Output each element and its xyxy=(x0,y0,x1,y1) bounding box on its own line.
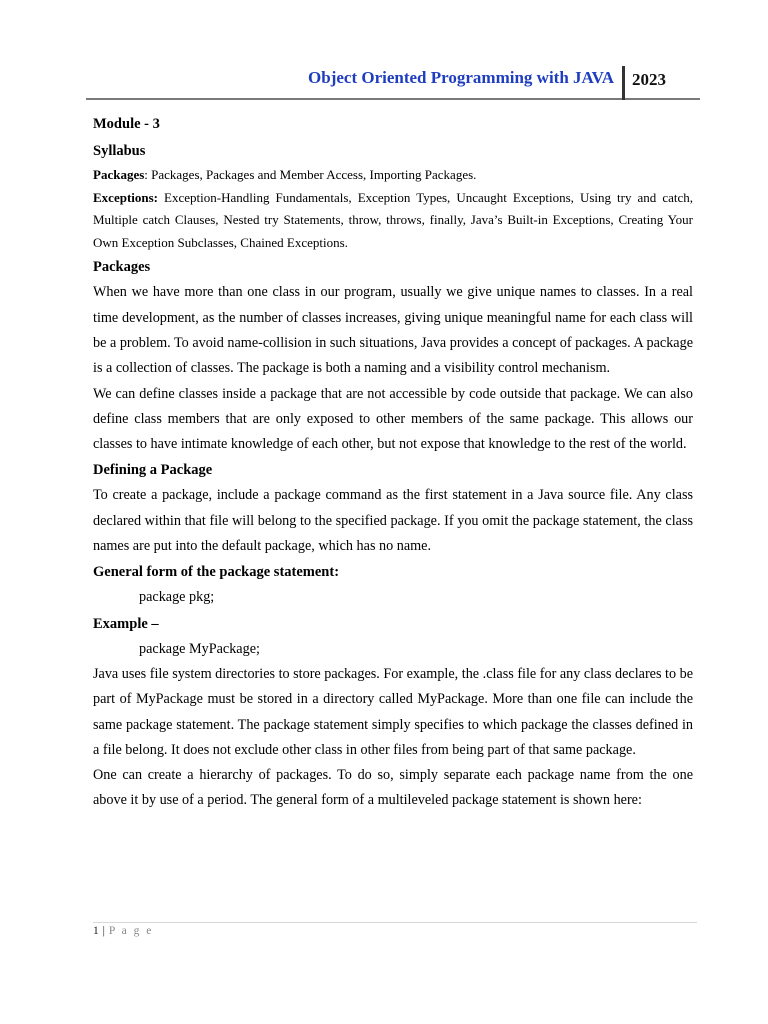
footer-divider xyxy=(93,922,697,923)
hierarchy-paragraph: One can create a hierarchy of packages. To do so, simply separate each package name from the one above it by use of a period. The general form of a multileveled package statement is shown here: xyxy=(93,767,693,809)
example-code: package MyPackage; xyxy=(139,640,260,657)
example-heading: Example – xyxy=(93,615,159,632)
page-footer xyxy=(93,925,153,937)
header-year: 2023 xyxy=(632,70,666,89)
header-title: Object Oriented Programming with JAVA xyxy=(308,68,614,87)
page-label: P a g e xyxy=(108,925,154,937)
page-header xyxy=(86,62,700,100)
filesystem-paragraph: Java uses file system directories to store packages. For example, the .class file for any class declares to be part of MyPackage must be stored in a directory called MyPackage. More than one file can include the same package statement. The package statement simply specifies to which package the classes defined in a file belong. It does not exclude other class in other files from being part of that same package. xyxy=(93,665,694,758)
syllabus-packages-text: : Packages, Packages and Member Access, Importing Packages. xyxy=(144,167,477,182)
syllabus-exceptions-label: Exceptions: xyxy=(93,189,158,205)
packages-paragraph-1: When we have more than one class in our program, usually we give unique names to classes. In a real time development, as the number of classes increases, giving unique meaningful name for each class will be a problem. To avoid name-collision in such situations, Java provides a concept of packages. A package is a collection of classes. The package is both a naming and a visibility control mechanism. xyxy=(93,284,693,377)
syllabus-packages-label: Packages xyxy=(93,167,145,182)
syllabus-exceptions-text: Exception-Handling Fundamentals, Exception Types, Uncaught Exceptions, Using try and catch, Multiple catch Clauses, Nested try Statements, throw, throws, finally, Java’s Built-in Exceptions, Creating Your Own Exception Subclasses, Chained Exceptions. xyxy=(93,189,693,250)
packages-heading: Packages xyxy=(93,259,151,276)
page-number: 1 xyxy=(93,925,100,937)
header-separator xyxy=(622,66,625,100)
general-form-heading: General form of the package statement: xyxy=(93,564,340,581)
syllabus-exceptions xyxy=(93,187,693,255)
syllabus-packages xyxy=(93,164,693,187)
footer-separator: | xyxy=(99,925,109,937)
syllabus-heading: Syllabus xyxy=(93,143,146,159)
defining-package-heading: Defining a Package xyxy=(93,462,213,479)
general-form-code: package pkg; xyxy=(139,589,215,606)
module-title: Module - 3 xyxy=(93,116,160,132)
defining-package-paragraph: To create a package, include a package command as the first statement in a Java source file. Any class declared within that file will belong to the specified package. If you omit the package statement, the class names are put into the default package, which has no name. xyxy=(93,487,693,555)
packages-paragraph-2: We can define classes inside a package that are not accessible by code outside that package. We can also define class members that are only exposed to other members of the same package. This allows our classes to have intimate knowledge of each other, but not expose that knowledge to the rest of the world. xyxy=(93,385,693,453)
page-content xyxy=(93,114,693,814)
